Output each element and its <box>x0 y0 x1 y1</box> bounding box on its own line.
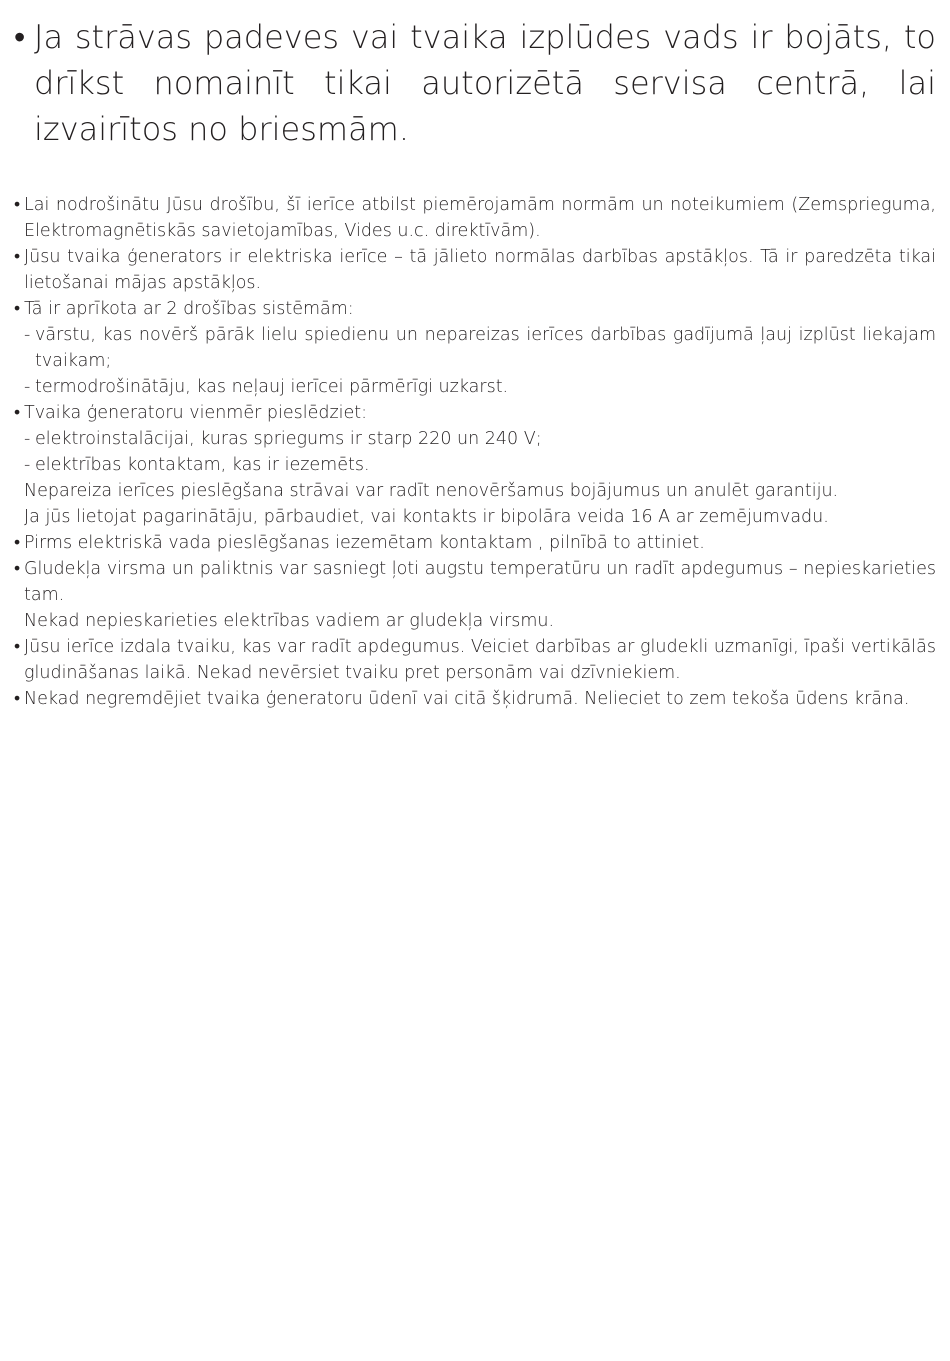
list-item-text: Gludekļa virsma un paliktnis var sasniegt ļoti augstu temperatūru un radīt apdegumus – nepieskarieties tam. <box>24 559 936 605</box>
warning-paragraph <box>14 14 936 152</box>
note-text: Nekad nepieskarieties elektrības vadiem ar gludekļa virsmu. <box>24 611 555 631</box>
list-item <box>14 556 936 608</box>
list-item <box>14 192 936 244</box>
bullet: • <box>14 559 21 579</box>
list-item-text: Pirms elektriskā vada pieslēgšanas iezemētam kontaktam , pilnībā to attiniet. <box>24 533 705 553</box>
list-item-text: Tvaika ģeneratoru vienmēr pieslēdziet: <box>24 403 368 423</box>
list-item-text: Jūsu tvaika ģenerators ir elektriska ierīce – tā jālieto normālas darbības apstākļos. Tā ir paredzēta tikai lietošanai mājas apstākļos. <box>24 247 936 293</box>
list-item-text: Jūsu ierīce izdala tvaiku, kas var radīt apdegumus. Veiciet darbības ar gludekli uzmanīgi, īpaši vertikālās gludināšanas laikā. Nekad nevērsiet tvaiku pret personām vai dzīvniekiem. <box>24 637 936 683</box>
sub-item <box>14 452 936 478</box>
note-text: Ja jūs lietojat pagarinātāju, pārbaudiet, vai kontakts ir bipolāra veida 16 A ar zemējumvadu. <box>24 507 829 527</box>
safety-list <box>14 192 936 712</box>
bullet: • <box>14 689 21 709</box>
list-item-text: Lai nodrošinātu Jūsu drošību, šī ierīce atbilst piemērojamām normām un noteikumiem (Zemsprieguma, Elektromagnētiskās savietojamības, Vides u.c. direktīvām). <box>24 195 936 241</box>
sub-item <box>14 426 936 452</box>
list-item <box>14 634 936 686</box>
list-item <box>14 530 936 556</box>
warning-text: Ja strāvas padeves vai tvaika izplūdes vads ir bojāts, to drīkst nomainīt tikai autorizētā servisa centrā, lai izvairītos no briesmām. <box>34 18 936 148</box>
list-item <box>14 400 936 426</box>
bullet: • <box>14 403 21 423</box>
list-item <box>14 296 936 322</box>
list-item-text: Tā ir aprīkota ar 2 drošības sistēmām: <box>24 299 354 319</box>
sub-item <box>14 322 936 374</box>
sub-item-text: termodrošinātāju, kas neļauj ierīcei pārmērīgi uzkarst. <box>35 377 509 397</box>
note-text: Nepareiza ierīces pieslēgšana strāvai var radīt nenovēršamus bojājumus un anulēt garantiju. <box>24 481 839 501</box>
bullet: • <box>14 18 26 56</box>
dash: - <box>24 455 31 475</box>
dash: - <box>24 429 31 449</box>
sub-item-text: vārstu, kas novērš pārāk lielu spiedienu un nepareizas ierīces darbības gadījumā ļauj izplūst liekajam tvaikam; <box>35 325 936 371</box>
list-item <box>14 244 936 296</box>
sub-item-text: elektrības kontaktam, kas ir iezemēts. <box>35 455 370 475</box>
bullet: • <box>14 533 21 553</box>
bullet: • <box>14 247 21 267</box>
dash: - <box>24 325 31 345</box>
list-item-text: Nekad negremdējiet tvaika ģeneratoru ūdenī vai citā šķidrumā. Nelieciet to zem tekoša ūdens krāna. <box>24 689 910 709</box>
sub-item <box>14 374 936 400</box>
bullet: • <box>14 195 21 215</box>
list-item <box>14 686 936 712</box>
sub-item-text: elektroinstalācijai, kuras spriegums ir starp 220 un 240 V; <box>35 429 542 449</box>
dash: - <box>24 377 31 397</box>
bullet: • <box>14 637 21 657</box>
bullet: • <box>14 299 21 319</box>
